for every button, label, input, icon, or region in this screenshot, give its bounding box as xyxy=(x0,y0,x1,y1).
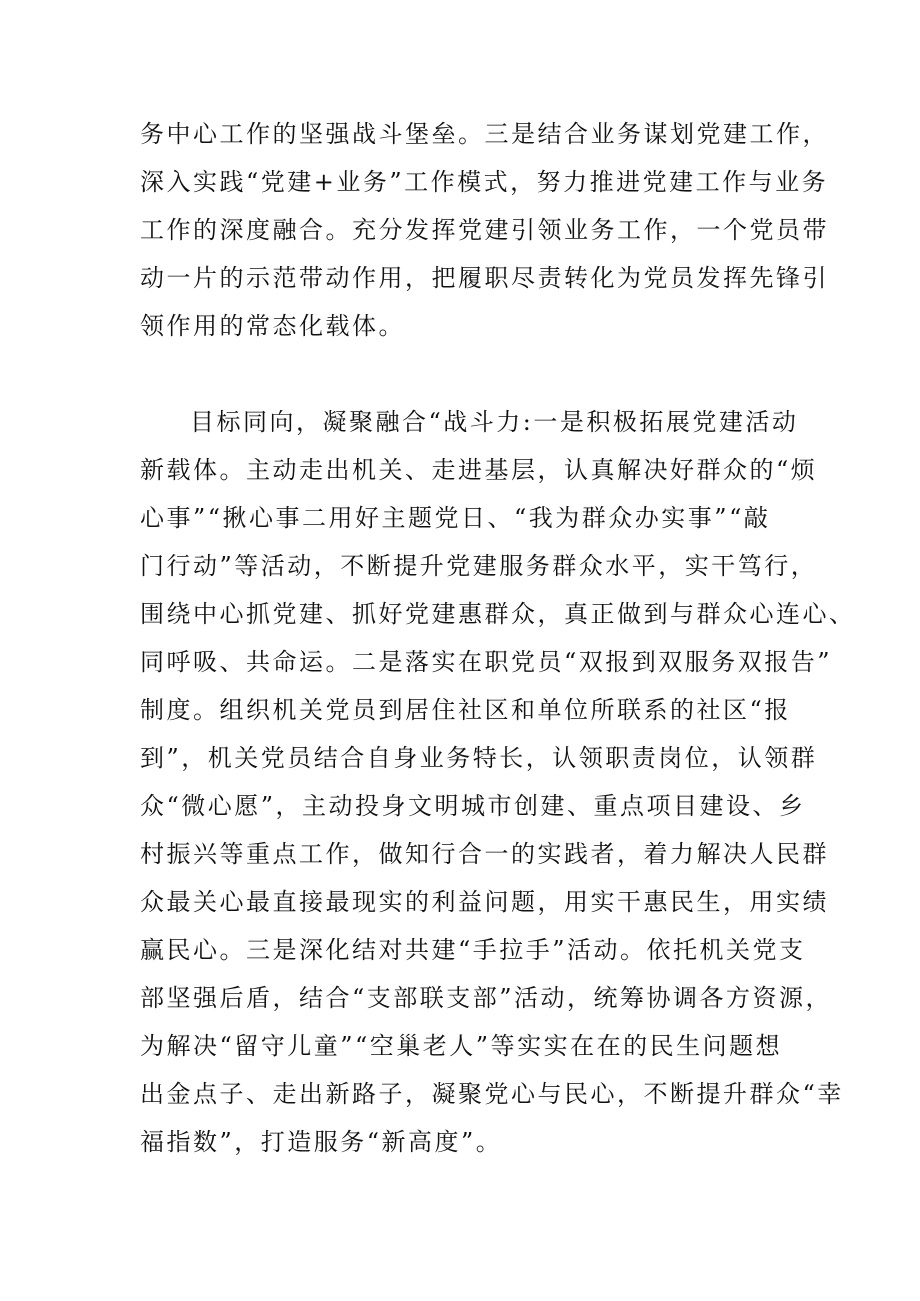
paragraph-2-line: 众最关心最直接最现实的利益问题，用实干惠民生，用实绩 xyxy=(140,888,829,916)
paragraph-2-line: 赢民心。三是深化结对共建“手拉手”活动。依托机关党支 xyxy=(140,936,806,964)
paragraph-2-line: 福指数”，打造服务“新高度”。 xyxy=(140,1128,503,1156)
paragraph-2-line: 出金点子、走出新路子，凝聚党心与民心，不断提升群众“幸 xyxy=(140,1080,844,1108)
paragraph-2-line: 心事”“揪心事二用好主题党日、“我为群众办实事”“敲 xyxy=(140,504,771,532)
paragraph-2-line: 门行动”等活动，不断提升党建服务群众水平，实干笃行， xyxy=(140,552,818,580)
paragraph-1-line: 动一片的示范带动作用，把履职尽责转化为党员发挥先锋引 xyxy=(140,264,829,292)
paragraph-2-line: 众“微心愿”，主动投身文明城市创建、重点项目建设、乡 xyxy=(140,792,806,820)
paragraph-1-line: 深入实践“党建+业务”工作模式，努力推进党建工作与业务 xyxy=(140,168,829,196)
paragraph-2-line: 围绕中心抓党建、抓好党建惠群众，真正做到与群众心连心、 xyxy=(140,600,856,628)
paragraph-2-line: 村振兴等重点工作，做知行合一的实践者，着力解决人民群 xyxy=(140,840,829,868)
paragraph-1-line: 工作的深度融合。充分发挥党建引领业务工作，一个党员带 xyxy=(140,216,829,244)
paragraph-1-line: 领作用的常态化载体。 xyxy=(140,312,405,340)
paragraph-2-line: 部坚强后盾，结合“支部联支部”活动，统筹协调各方资源， xyxy=(140,984,833,1012)
paragraph-1-line: 务中心工作的坚强战斗堡垒。三是结合业务谋划党建工作， xyxy=(140,120,829,148)
paragraph-2-line: 到”，机关党员结合自身业务特长，认领职责岗位，认领群 xyxy=(140,744,818,772)
paragraph-2-line: 为解决“留守儿童”“空巢老人”等实实在在的民生问题想 xyxy=(140,1032,783,1060)
paragraph-2-line: 目标同向，凝聚融合“战斗力:一是积极拓展党建活动 xyxy=(190,408,799,436)
paragraph-2-line: 制度。组织机关党员到居住社区和单位所联系的社区“报 xyxy=(140,696,791,724)
paragraph-2-line: 新载体。主动走出机关、走进基层，认真解决好群众的“烦 xyxy=(140,456,818,484)
paragraph-2-line: 同呼吸、共命运。二是落实在职党员“双报到双服务双报告” xyxy=(140,648,833,676)
